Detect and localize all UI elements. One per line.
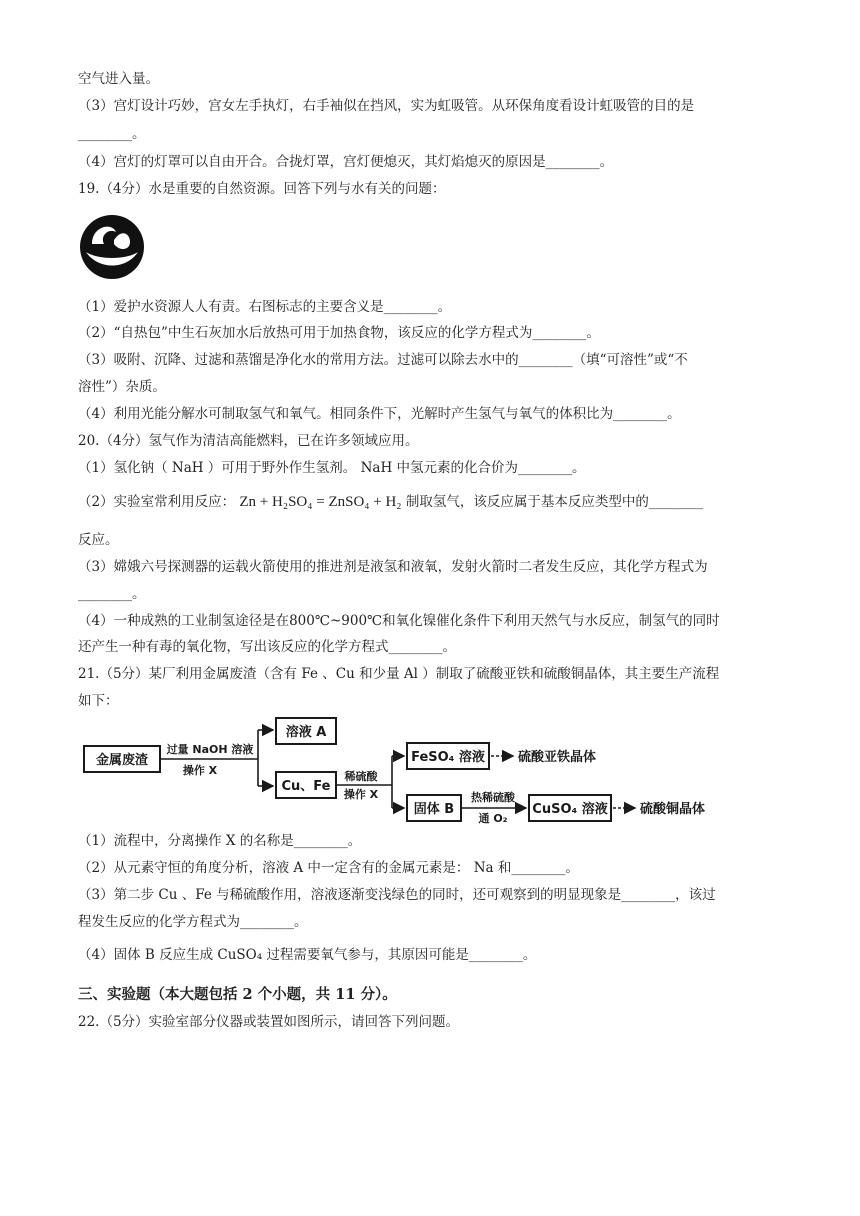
question-19-4: （4）利用光能分解水可制取氢气和氧气。相同条件下，光解时产生氢气与氧气的体积比为________。 [78, 406, 681, 422]
question-18-4: （4）宫灯的灯罩可以自由开合。合拢灯罩，宫灯便熄灭，其灯焰熄灭的原因是________。 [78, 154, 614, 170]
question-20-2 [78, 492, 703, 512]
question-21-1: （1）流程中，分离操作 X 的名称是________。 [78, 833, 362, 849]
flow-solid-b-label: 固体 B [413, 802, 455, 817]
question-21-2: （2）从元素守恒的角度分析，溶液 A 中一定含有的金属元素是： Na 和________。 [78, 860, 579, 876]
answer-blank-line: ________。 [78, 586, 146, 602]
flow-operation-x: 操作 X [182, 764, 218, 777]
flow-reagent-naoh: 过量 NaOH 溶液 [166, 743, 254, 756]
text-line: 程发生反应的化学方程式为________。 [78, 914, 308, 930]
flow-reagent-hot-h2so4: 热稀硫酸 [471, 791, 515, 804]
chemical-equation: Zn + H₂SO₄ = ZnSO₄ + H₂ [239, 494, 402, 510]
section-heading: 三、实验题（本大题包括 2 个小题，共 11 分）。 [78, 986, 397, 1003]
text-line: 反应。 [78, 532, 119, 548]
flow-start-label: 金属废渣 [95, 753, 149, 768]
question-20-1: （1）氢化钠（ NaH ）可用于野外作生氢剂。 NaH 中氢元素的化合价为________。 [78, 460, 586, 476]
flow-cu-fe-label: Cu、Fe [281, 779, 331, 794]
water-saving-icon [78, 214, 146, 280]
flow-cuso4-label: CuSO₄ 溶液 [532, 802, 608, 817]
flow-product-copper-sulfate: 硫酸铜晶体 [640, 802, 706, 817]
question-22-title: 22.（5分）实验室部分仪器或装置如图所示，请回答下列问题。 [78, 1014, 460, 1030]
flow-feso4-label: FeSO₄ 溶液 [411, 750, 485, 765]
question-18-3: （3）宫灯设计巧妙，宫女左手执灯，右手袖似在挡风，实为虹吸管。从环保角度看设计虹吸管的目的是 [78, 98, 695, 114]
question-20-3: （3）嫦娥六号探测器的运载火箭使用的推进剂是液氢和液氧，发射火箭时二者发生反应，其化学方程式为 [78, 559, 708, 575]
question-21-4: （4）固体 B 反应生成 CuSO₄ 过程需要氧气参与，其原因可能是________。 [78, 947, 537, 963]
question-text: 制取氢气，该反应属于基本反应类型中的________ [405, 494, 703, 510]
flow-operation-x: 操作 X [343, 788, 379, 801]
text-line: 如下： [78, 693, 119, 709]
flow-product-ferrous-sulfate: 硫酸亚铁晶体 [518, 750, 597, 765]
question-19-title: 19.（4分）水是重要的自然资源。回答下列与水有关的问题： [78, 181, 446, 197]
flow-reagent-o2: 通 O₂ [478, 812, 508, 825]
question-19-3: （3）吸附、沉降、过滤和蒸馏是净化水的常用方法。过滤可以除去水中的________（填“可溶性”或“不 [78, 352, 688, 368]
question-19-2: （2）“自热包”中生石灰加水后放热可用于加热食物，该反应的化学方程式为________。 [78, 325, 600, 341]
flow-solution-a-label: 溶液 A [285, 725, 327, 740]
answer-blank-line: ________。 [78, 126, 146, 142]
question-text: （2）实验室常利用反应： [78, 494, 236, 510]
text-line: 溶性”）杂质。 [78, 379, 166, 395]
process-flow-diagram [80, 714, 740, 830]
question-20-4: （4）一种成熟的工业制氢途径是在800℃~900℃和氧化镍催化条件下利用天然气与水反应，制氢气的同时 [78, 613, 720, 629]
text-line: 还产生一种有毒的氧化物，写出该反应的化学方程式________。 [78, 639, 456, 655]
question-19-1: （1）爱护水资源人人有责。右图标志的主要含义是________。 [78, 299, 452, 315]
question-21-3: （3）第二步 Cu 、Fe 与稀硫酸作用，溶液逐渐变浅绿色的同时，还可观察到的明显现象是________，该过 [78, 887, 716, 903]
text-line: 空气进入量。 [78, 71, 159, 87]
question-21-title: 21.（5分）某厂利用金属废渣（含有 Fe 、Cu 和少量 Al ）制取了硫酸亚铁和硫酸铜晶体，其主要生产流程 [78, 666, 720, 682]
flow-reagent-h2so4: 稀硫酸 [344, 770, 378, 783]
question-20-title: 20.（4分）氢气作为清洁高能燃料，已在许多领域应用。 [78, 433, 419, 449]
